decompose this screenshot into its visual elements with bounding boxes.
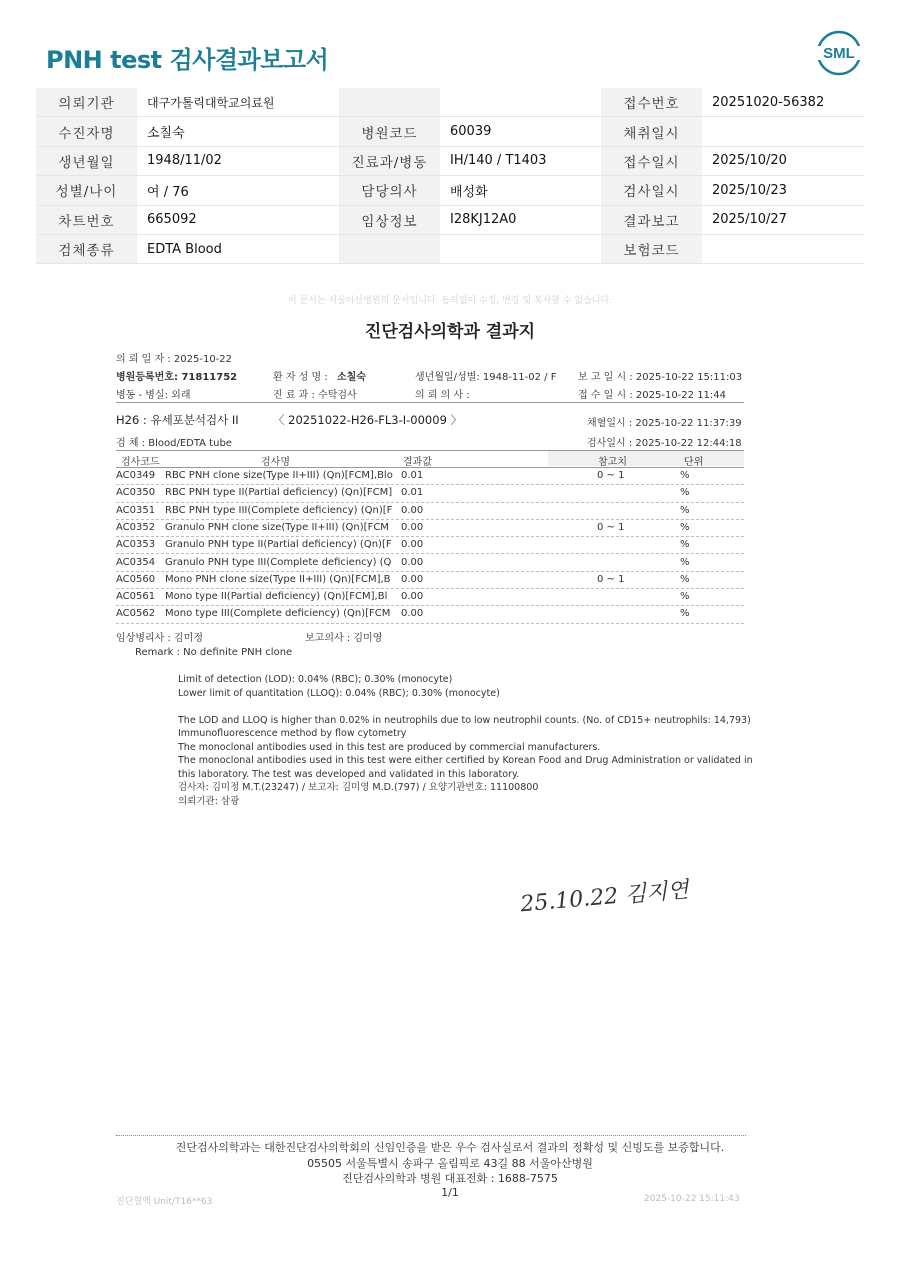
receive-time: 접 수 일 시 : 2025-10-22 11:44 xyxy=(578,390,727,401)
cell-result: 0.00 xyxy=(401,539,424,551)
cell-name: Mono type III(Complete deficiency) (Qn)[FCM xyxy=(165,608,391,620)
info-label: 보험코드 xyxy=(601,234,702,263)
cell-unit: % xyxy=(680,470,690,481)
info-value: 60039 xyxy=(440,117,601,146)
table-row xyxy=(116,536,744,554)
cell-name: Mono type II(Partial deficiency) (Qn)[FCM],Bl xyxy=(165,591,388,603)
logo-text: SML xyxy=(823,45,855,62)
draw-time: 채혈일시 : 2025-10-22 11:37:39 xyxy=(587,418,742,429)
ward: 병동 - 병실: 외래 xyxy=(116,390,191,401)
results-header xyxy=(116,450,744,468)
page-number: 1/1 xyxy=(441,1186,459,1199)
info-value xyxy=(702,234,864,263)
cell-result: 0.01 xyxy=(401,470,424,481)
footer-divider xyxy=(116,1135,746,1136)
cell-result: 0.01 xyxy=(401,487,424,499)
note-line: 검사자: 김미정 M.T.(23247) / 보고자: 김미영 M.D.(797) / 요양기관번호: 11100800 xyxy=(178,782,539,793)
note-line: Limit of detection (LOD): 0.04% (RBC); 0.30% (monocyte) xyxy=(178,674,453,685)
request-date: 의 뢰 일 자 : 2025-10-22 xyxy=(116,354,233,365)
info-value xyxy=(702,117,864,146)
cell-code: AC0350 xyxy=(116,487,156,499)
info-label: 병원코드 xyxy=(339,117,440,146)
info-label: 검사일시 xyxy=(601,176,702,205)
info-label: 차트번호 xyxy=(36,205,137,234)
info-label: 생년월일 xyxy=(36,146,137,175)
info-label xyxy=(339,234,440,263)
info-label: 결과보고 xyxy=(601,205,702,234)
info-row xyxy=(36,146,864,175)
cell-code: AC0561 xyxy=(116,591,156,603)
sml-logo xyxy=(816,30,862,76)
col-name: 검사명 xyxy=(261,457,290,468)
note-line: Immunofluorescence method by flow cytometry xyxy=(178,728,407,739)
divider xyxy=(116,402,744,403)
cell-unit: % xyxy=(680,487,690,499)
note-line: this laboratory. The test was developed and validated in this laboratory. xyxy=(178,768,520,780)
patient-info-table xyxy=(36,88,864,264)
footer-timestamp: 2025-10-22 15:11:43 xyxy=(644,1194,740,1204)
note-line: Lower limit of quantitation (LLOQ): 0.04% (RBC); 0.30% (monocyte) xyxy=(178,687,500,699)
barcode-number: 〈 20251022-H26-FL3-I-00009 〉 xyxy=(273,413,463,427)
cell-result: 0.00 xyxy=(401,521,424,533)
info-value xyxy=(440,88,601,117)
table-row xyxy=(116,467,744,485)
cell-result: 0.00 xyxy=(401,573,424,585)
info-row xyxy=(36,117,864,146)
report-time: 보 고 일 시 : 2025-10-22 15:11:03 xyxy=(578,372,743,383)
info-row xyxy=(36,88,864,117)
note-line: The monoclonal antibodies used in this test are produced by commercial manufacturers. xyxy=(178,741,601,753)
handwritten-signature: 25.10.22 김지연 xyxy=(519,877,690,918)
info-value: 배성화 xyxy=(440,176,601,205)
info-row xyxy=(36,234,864,263)
info-value: 665092 xyxy=(137,205,339,234)
info-value: 2025/10/23 xyxy=(702,176,864,205)
requesting-doctor: 의 뢰 의 사 : xyxy=(415,390,470,401)
info-value: 20251020-56382 xyxy=(702,88,864,117)
cell-ref: 0 ~ 1 xyxy=(597,521,625,533)
info-label: 채취일시 xyxy=(601,117,702,146)
col-code: 검사코드 xyxy=(121,457,160,468)
table-row xyxy=(116,605,744,623)
notes-block xyxy=(178,673,753,808)
cell-code: AC0349 xyxy=(116,470,156,481)
cell-code: AC0351 xyxy=(116,504,156,516)
table-row xyxy=(116,588,744,606)
cell-code: AC0353 xyxy=(116,539,156,551)
cell-result: 0.00 xyxy=(401,591,424,603)
info-value: 2025/10/27 xyxy=(702,205,864,234)
cell-unit: % xyxy=(680,521,690,533)
note-line: The LOD and LLOQ is higher than 0.02% in neutrophils due to low neutrophil counts. (No. of CD15+ neutrophils: 14,793) xyxy=(178,714,751,726)
cell-unit: % xyxy=(680,556,690,568)
info-label: 담당의사 xyxy=(339,176,440,205)
table-row xyxy=(116,519,744,537)
cell-result: 0.00 xyxy=(401,504,424,516)
cell-name: Granulo PNH type III(Complete deficiency) (Q xyxy=(165,556,392,568)
cell-code: AC0562 xyxy=(116,608,156,620)
info-value: EDTA Blood xyxy=(137,234,339,263)
info-value: 1948/11/02 xyxy=(137,146,339,175)
note-line xyxy=(178,700,753,714)
col-ref: 참고치 xyxy=(598,457,627,468)
test-time: 검사일시 : 2025-10-22 12:44:18 xyxy=(587,438,742,449)
info-value xyxy=(440,234,601,263)
footer-certification: 진단검사의학과는 대한진단검사의학회의 신임인증을 받은 우수 검사실로서 결과의 정확성 및 신빙도를 보증합니다. xyxy=(175,1141,725,1154)
department: 진 료 과 : 수탁검사 xyxy=(273,390,357,401)
info-label xyxy=(339,88,440,117)
cell-name: RBC PNH type III(Complete deficiency) (Qn)[F xyxy=(165,504,393,516)
info-row xyxy=(36,205,864,234)
page-title: PNH test 검사결과보고서 xyxy=(46,46,329,74)
patient-name-label: 환 자 성 명 : xyxy=(273,372,328,383)
info-label: 의뢰기관 xyxy=(36,88,137,117)
footer-contact: 진단검사의학과 병원 대표전화 : 1688-7575 xyxy=(342,1172,558,1185)
cell-name: RBC PNH type II(Partial deficiency) (Qn)[FCM] xyxy=(165,487,393,499)
info-label: 성별/나이 xyxy=(36,176,137,205)
info-value: 여 / 76 xyxy=(137,176,339,205)
copy-notice: 이 문서는 서울아산병원의 문서입니다. 동의없이 수정, 변경 및 복사할 수 없습니다. xyxy=(287,296,613,306)
remark: Remark : No definite PNH clone xyxy=(135,647,293,658)
info-label: 임상정보 xyxy=(339,205,440,234)
footer-address: 05505 서울특별시 송파구 올림픽로 43길 88 서울아산병원 xyxy=(307,1157,593,1170)
test-name: H26 : 유세포분석검사 II xyxy=(116,413,239,427)
info-label: 접수번호 xyxy=(601,88,702,117)
cell-code: AC0354 xyxy=(116,556,156,568)
specimen: 검 체 : Blood/EDTA tube xyxy=(116,438,232,449)
cell-code: AC0352 xyxy=(116,521,156,533)
cell-unit: % xyxy=(680,504,690,516)
cell-unit: % xyxy=(680,591,690,603)
info-label: 수진자명 xyxy=(36,117,137,146)
note-line: The monoclonal antibodies used in this test were either certified by Korean Food and Drug Administration or validated in xyxy=(178,755,753,766)
col-result: 결과값 xyxy=(403,457,432,468)
table-row xyxy=(116,484,744,502)
info-value: 2025/10/20 xyxy=(702,146,864,175)
info-value: 대구가톨릭대학교의료원 xyxy=(137,88,339,117)
cell-unit: % xyxy=(680,573,690,585)
cell-name: Granulo PNH clone size(Type II+III) (Qn)[FCM xyxy=(165,521,389,533)
cell-name: Granulo PNH type II(Partial deficiency) (Qn)[F xyxy=(165,539,392,551)
info-label: 접수일시 xyxy=(601,146,702,175)
cell-code: AC0560 xyxy=(116,573,156,585)
note-line: 의뢰기관: 삼광 xyxy=(178,795,240,807)
info-value: I28KJ12A0 xyxy=(440,205,601,234)
info-label: 검체종류 xyxy=(36,234,137,263)
col-unit: 단위 xyxy=(684,457,704,468)
cell-result: 0.00 xyxy=(401,556,424,568)
report-title: 진단검사의학과 결과지 xyxy=(364,322,536,342)
cell-ref: 0 ~ 1 xyxy=(597,573,625,585)
footer-unit-code: 진단혈액 Unit/T16**63 xyxy=(116,1197,213,1207)
cell-unit: % xyxy=(680,608,690,620)
patient-name: 소칠숙 xyxy=(337,372,366,383)
table-row xyxy=(116,502,744,520)
info-row xyxy=(36,176,864,205)
info-label: 진료과/병동 xyxy=(339,146,440,175)
cell-name: RBC PNH clone size(Type II+III) (Qn)[FCM],Blo xyxy=(165,470,393,481)
cell-name: Mono PNH clone size(Type II+III) (Qn)[FCM],B xyxy=(165,573,391,585)
reporting-doctor: 보고의사 : 김미영 xyxy=(305,633,383,644)
info-value: 소칠숙 xyxy=(137,117,339,146)
pathologist: 임상병리사 : 김미정 xyxy=(116,633,204,644)
birth-sex: 생년월일/성별: 1948-11-02 / F xyxy=(415,372,557,383)
cell-ref: 0 ~ 1 xyxy=(597,470,625,481)
table-row xyxy=(116,554,744,572)
table-row xyxy=(116,571,744,589)
info-value: IH/140 / T1403 xyxy=(440,146,601,175)
cell-result: 0.00 xyxy=(401,608,424,620)
registration-number: 병원등록번호: 71811752 xyxy=(116,372,238,383)
cell-unit: % xyxy=(680,539,690,551)
